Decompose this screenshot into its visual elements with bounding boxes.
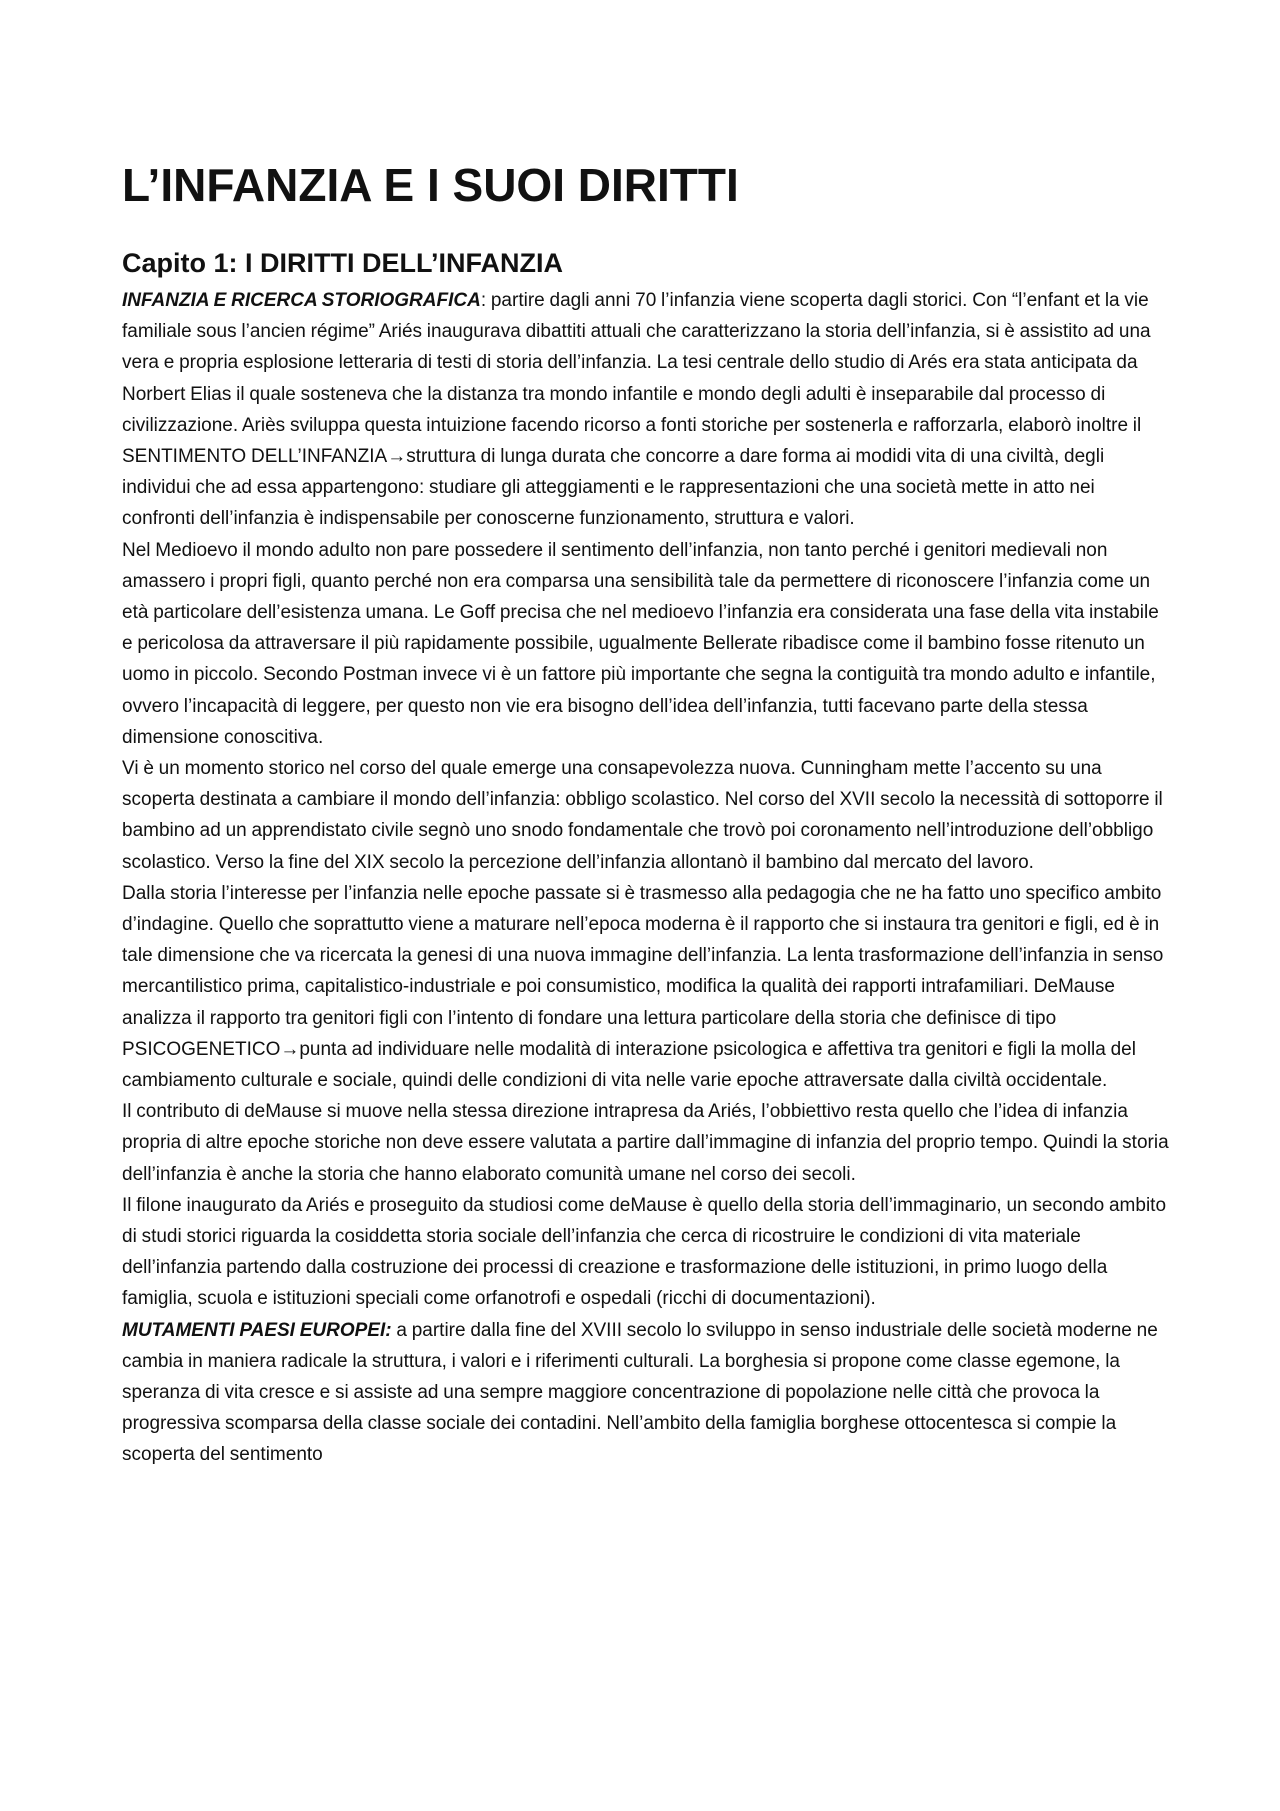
chapter-title: Capito 1: I DIRITTI DELL’INFANZIA — [122, 248, 563, 279]
document-title: L’INFANZIA E I SUOI DIRITTI — [122, 159, 739, 211]
paragraph-5: Il contributo di deMause si muove nella stessa direzione intrapresa da Ariés, l’obbiettivo resta quello che l’idea di infanzia propria di altre epoche storiche non deve essere valutata a partire dall’immagine di infanzia del proprio tempo. Quindi la storia dell’infanzia è anche la storia che hanno elaborato comunità umane nel corso dei secoli. — [122, 1101, 1169, 1185]
paragraph-4-text-a: Dalla storia l’interesse per l’infanzia nelle epoche passate si è trasmesso alla pedagogia che ne ha fatto uno specifico ambito d’indagine. Quello che soprattutto viene a maturare nell’epoca moderna è il rapporto che si instaura tra genitori e figli, ed è in tale dimensione che va ricercata la genesi di una nuova immagine dell’infanzia. La lenta trasformazione dell’infanzia in senso mercantilistico prima, capitalistico-industriale e poi consumistico, modifica la qualità dei rapporti intrafamiliari. DeMause analizza il rapporto tra genitori figli con l’intento di fondare una lettura particolare della storia che definisce di tipo PSICOGENETICO — [122, 882, 1164, 1060]
paragraph-1-text-b: struttura di lunga durata che concorre a dare forma ai modidi vita di una civiltà, degli individui che ad essa appartengono: studiare gli atteggiamenti e le rappresentazioni che una società mette in atto nei confronti dell’infanzia è indispensabile per conoscerne funzionamento, struttura e valori. — [122, 445, 1105, 530]
paragraph-1-text-a: : partire dagli anni 70 l’infanzia viene scoperta dagli storici. Con “l’enfant et la vie familiale sous l’ancien régime” Ariés inaugurava dibattiti attuali che caratterizzano la storia dell’infanzia, si è assistito ad una vera e propria esplosione letteraria di testi di storia dell’infanzia. La tesi centrale dello studio di Arés era stata anticipata da Norbert Elias il quale sosteneva che la distanza tra mondo infantile e mondo degli adulti è inseparabile dal processo di civilizzazione. Ariès sviluppa questa intuizione facendo ricorso a fonti storiche per sostenerla e rafforzarla, elaborò inoltre il SENTIMENTO DELL’INFANZIA — [122, 289, 1151, 467]
paragraph-1 — [122, 285, 1172, 535]
paragraph-7 — [122, 1315, 1172, 1471]
paragraph-4-text-b: punta ad individuare nelle modalità di interazione psicologica e affettiva tra genitori e figli la molla del cambiamento culturale e sociale, quindi delle condizioni di vita nelle varie epoche attraversate dalla civiltà occidentale. — [122, 1038, 1136, 1092]
paragraph-1-lead: INFANZIA E RICERCA STORIOGRAFICA — [122, 289, 481, 311]
paragraph-6: Il filone inaugurato da Ariés e proseguito da studiosi come deMause è quello della storia dell’immaginario, un secondo ambito di studi storici riguarda la cosiddetta storia sociale dell’infanzia che cerca di ricostruire le condizioni di vita materiale dell’infanzia partendo dalla costruzione dei processi di creazione e trasformazione delle istituzioni, in primo luogo della famiglia, scuola e istituzioni speciali come orfanotrofi e ospedali (ricchi di documentazioni). — [122, 1194, 1167, 1310]
document-page — [122, 158, 1172, 1471]
paragraph-2: Nel Medioevo il mondo adulto non pare possedere il sentimento dell’infanzia, non tanto perché i genitori medievali non amassero i propri figli, quanto perché non era comparsa una sensibilità tale da permettere di riconoscere l’infanzia come un età particolare dell’esistenza umana. Le Goff precisa che nel medioevo l’infanzia era considerata una fase della vita instabile e pericolosa da attraversare il più rapidamente possibile, ugualmente Bellerate ribadisce come il bambino fosse ritenuto un uomo in piccolo. Secondo Postman invece vi è un fattore più importante che segna la contiguità tra mondo adulto e infantile, ovvero l’incapacità di leggere, per questo non vie era bisogno dell’idea dell’infanzia, tutti facevano parte della stessa dimensione conoscitiva. — [122, 539, 1159, 748]
arrow-icon: → — [280, 1038, 300, 1060]
paragraph-7-text: a partire dalla fine del XVIII secolo lo sviluppo in senso industriale delle società moderne ne cambia in maniera radicale la struttura, i valori e i riferimenti culturali. La borghesia si propone come classe egemone, la speranza di vita cresce e si assiste ad una sempre maggiore concentrazione di popolazione nelle città che provoca la progressiva scomparsa della classe sociale dei contadini. Nell’ambito della famiglia borghese ottocentesca si compie la scoperta del sentimento — [122, 1319, 1158, 1466]
paragraph-4 — [122, 878, 1172, 1096]
paragraph-7-lead: MUTAMENTI PAESI EUROPEI: — [122, 1319, 392, 1341]
paragraph-3: Vi è un momento storico nel corso del quale emerge una consapevolezza nuova. Cunningham mette l’accento su una scoperta destinata a cambiare il mondo dell’infanzia: obbligo scolastico. Nel corso del XVII secolo la necessità di sottoporre il bambino ad un apprendistato civile segnò uno snodo fondamentale che trovò poi coronamento nell’introduzione dell’obbligo scolastico. Verso la fine del XIX secolo la percezione dell’infanzia allontanò il bambino dal mercato del lavoro. — [122, 757, 1163, 873]
arrow-icon: → — [387, 445, 407, 467]
